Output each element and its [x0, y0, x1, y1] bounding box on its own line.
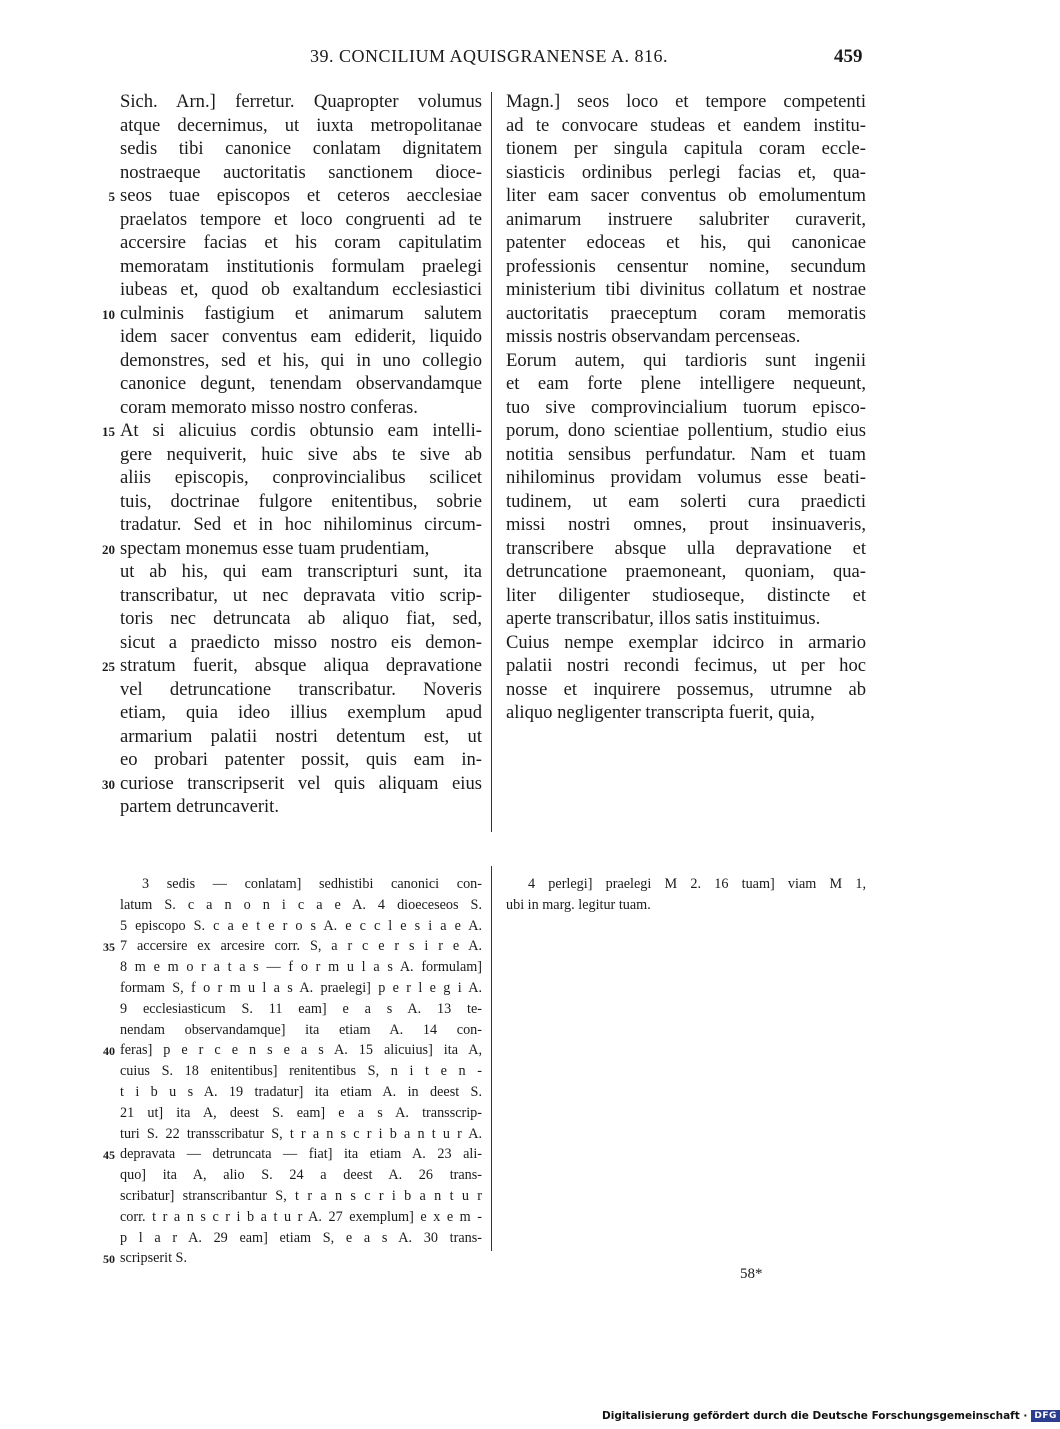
text-line: 21 ut] ita A, deest S. eam] e a s A. transscrip-	[120, 1104, 482, 1121]
text-line: 8 m e m o r a t a s — f o r m u l a s A. formulam]	[120, 959, 482, 976]
text-line: latum S. c a n o n i c a e A. 4 dioeceseos S.	[120, 896, 482, 913]
text-line: ministerium tibi divinitus collatum et nostrae	[506, 279, 866, 300]
text-line: palatii nostri recondi fecimus, ut per hoc	[506, 655, 866, 676]
text-line: notitia sensibus perfundatur. Nam et tuam	[506, 443, 866, 465]
text-line: gere nequiverit, huic sive abs te sive ab	[120, 443, 482, 465]
text-line: canonice degunt, tenendam observandamque	[120, 373, 482, 394]
page-header	[0, 46, 1000, 76]
page-number: 459	[834, 46, 863, 67]
line-number: 5	[108, 189, 115, 204]
text-line: nendam observandamque] ita etiam A. 14 con-	[120, 1021, 482, 1038]
text-line: scripserit S.	[120, 1250, 187, 1267]
text-line: memoratam institutionis formulam praelegi	[120, 255, 482, 277]
text-line: demonstres, sed et his, qui in uno collegio	[120, 349, 482, 371]
line-number: 45	[103, 1148, 115, 1163]
text-line: p l a r A. 29 eam] etiam S, e a s A. 30 trans-	[120, 1229, 482, 1246]
main-text-right-column	[506, 90, 866, 725]
credit-text: Digitalisierung gefördert durch die Deutsche Forschungsgemeinschaft ·	[602, 1410, 1028, 1422]
text-line: tudinem, ut eam solerti cura praedicti	[506, 490, 866, 512]
text-line: toris nec detruncata ab aliquo fiat, sed,	[120, 608, 482, 629]
text-line: At si alicuius cordis obtunsio eam intelli-	[120, 420, 482, 441]
text-line: porum, dono scientiae pollentium, studio eius	[506, 420, 866, 441]
text-line: etiam, quia ideo illius exemplum apud	[120, 702, 482, 723]
text-line: feras] p e r c e n s e a s A. 15 alicuius] ita A,	[120, 1042, 482, 1059]
text-line: sedis tibi canonice conlatam dignitatem	[120, 138, 482, 159]
text-line: 3 sedis — conlatam] sedhistibi canonici con-	[142, 876, 482, 892]
text-line: accersire facias et his coram capitulatim	[120, 232, 482, 253]
text-line: patenter edoceas et his, qui canonicae	[506, 232, 866, 253]
text-line: t i b u s A. 19 tradatur] ita etiam A. in deest S.	[120, 1083, 482, 1100]
text-line: eo probari patenter possit, quis eam in-	[120, 749, 482, 770]
text-line: animarum instruere salubriter curaverit,	[506, 208, 866, 230]
text-line: nosse et inquirere possemus, utrumne ab	[506, 678, 866, 700]
text-line: 5 episcopo S. c a e t e r o s A. e c c l e s i a e A.	[120, 917, 482, 934]
text-line: et eam forte plene intelligere nequeunt,	[506, 373, 866, 394]
text-line: ad te convocare studeas et eandem institu-	[506, 114, 866, 136]
text-line: Magn.] seos loco et tempore competenti	[506, 91, 866, 112]
text-line: scribatur] stranscribantur S, t r a n s c r i b a n t u r	[120, 1187, 482, 1204]
text-line: tuis, doctrinae fulgore enitentibus, sobrie	[120, 490, 482, 512]
text-line: vel detruncatione transcribatur. Noveris	[120, 678, 482, 700]
line-number: 15	[102, 424, 115, 439]
text-line: 4 perlegi] praelegi M 2. 16 tuam] viam M 1,	[528, 876, 866, 892]
line-number: 10	[102, 306, 115, 322]
text-line: aperte transcribatur, illos satis instituimus.	[506, 608, 821, 629]
text-line: quo] ita A, alio S. 24 a deest A. 26 trans-	[120, 1167, 482, 1184]
column-divider-notes	[491, 866, 492, 1251]
text-line: corr. t r a n s c r i b a t u r A. 27 exemplum] e x e m -	[120, 1208, 482, 1225]
text-line: professionis censentur nomine, secundum	[506, 255, 866, 277]
line-number: 20	[102, 541, 115, 557]
apparatus-right-column	[506, 874, 866, 916]
text-line: siasticis ordinibus perlegi facias et, qua-	[506, 161, 866, 183]
text-line: aliis episcopis, conprovincialibus scilicet	[120, 467, 482, 488]
text-line: transcribere absque ulla depravatione et	[506, 537, 866, 559]
signature-mark: 58*	[740, 1266, 763, 1282]
text-line: 9 ecclesiasticum S. 11 eam] e a s A. 13 te-	[120, 1000, 482, 1017]
text-line: cuius S. 18 enitentibus] renitentibus S, n i t e n -	[120, 1063, 482, 1080]
line-number: 50	[103, 1252, 115, 1267]
line-number: 40	[103, 1044, 115, 1059]
text-line: nihilominus providam volumus esse beati-	[506, 467, 866, 488]
text-line: depravata — detruncata — fiat] ita etiam A. 23 ali-	[120, 1146, 482, 1163]
text-line: missi nostri omnes, prout insinuaveris,	[506, 514, 866, 535]
column-divider-main	[491, 92, 492, 832]
running-title: 39. CONCILIUM AQUISGRANENSE A. 816.	[310, 46, 669, 66]
text-line: tuo sive comprovincialium tuorum episco-	[506, 396, 866, 418]
text-line: armarium palatii nostri detentum est, ut	[120, 725, 482, 747]
text-line: tradatur. Sed et in hoc nihilominus circum-	[120, 514, 482, 535]
text-line: Cuius nempe exemplar idcirco in armario	[506, 631, 866, 653]
text-line: Sich. Arn.] ferretur. Quapropter volumus	[120, 91, 482, 112]
text-line: aliquo negligenter transcripta fuerit, quia,	[506, 702, 815, 723]
text-line: culminis fastigium et animarum salutem	[120, 302, 482, 324]
line-number: 25	[102, 659, 115, 674]
text-line: atque decernimus, ut iuxta metropolitanae	[120, 114, 482, 136]
text-line: partem detruncaverit.	[120, 796, 280, 817]
text-line: coram memorato misso nostro conferas.	[120, 396, 418, 418]
main-text-left-column	[120, 90, 482, 819]
dfg-logo: DFG	[1031, 1410, 1060, 1422]
text-line: ubi in marg. legitur tuam.	[506, 896, 651, 913]
text-line: spectam monemus esse tuam prudentiam,	[120, 537, 430, 559]
text-line: auctoritatis praeceptum coram memoratis	[506, 302, 866, 324]
text-line: idem sacer conventus eam ediderit, liquido	[120, 326, 482, 347]
apparatus-left-column	[120, 874, 482, 1269]
text-line: seos tuae episcopos et ceteros aecclesiae	[120, 185, 482, 206]
text-line: 7 accersire ex arcesire corr. S, a r c e r s i r e A.	[120, 938, 482, 955]
text-line: nostraeque auctoritatis sanctionem dioce-	[120, 161, 482, 183]
text-line: curiose transcripserit vel quis aliquam eius	[120, 772, 482, 794]
text-line: Eorum autem, qui tardioris sunt ingenii	[506, 349, 866, 371]
text-line: formam S, f o r m u l a s A. praelegi] p e r l e g i A.	[120, 979, 482, 996]
text-line: praelatos tempore et loco congruenti ad te	[120, 208, 482, 230]
line-number: 35	[103, 940, 115, 955]
text-line: liter eam sacer conventus ob emolumentum	[506, 185, 866, 206]
text-line: sicut a praedicto misso nostro eis demon-	[120, 631, 482, 653]
text-line: stratum fuerit, absque aliqua depravatione	[120, 655, 482, 676]
line-number: 30	[102, 776, 115, 792]
digitization-credit	[602, 1410, 1060, 1422]
text-line: tionem per singula capitula coram eccle-	[506, 138, 866, 159]
text-line: transcribatur, ut nec depravata vitio scrip-	[120, 584, 482, 606]
text-line: missis nostris observandam percenseas.	[506, 326, 801, 347]
text-line: detruncatione praemoneant, quoniam, qua-	[506, 561, 866, 582]
text-line: turi S. 22 transscribatur S, t r a n s c r i b a n t u r A.	[120, 1125, 482, 1142]
text-line: iubeas et, quod ob exaltandum ecclesiastici	[120, 279, 482, 300]
text-line: ut ab his, qui eam transcripturi sunt, ita	[120, 561, 482, 582]
text-line: liter diligenter studioseque, distincte et	[506, 584, 866, 606]
